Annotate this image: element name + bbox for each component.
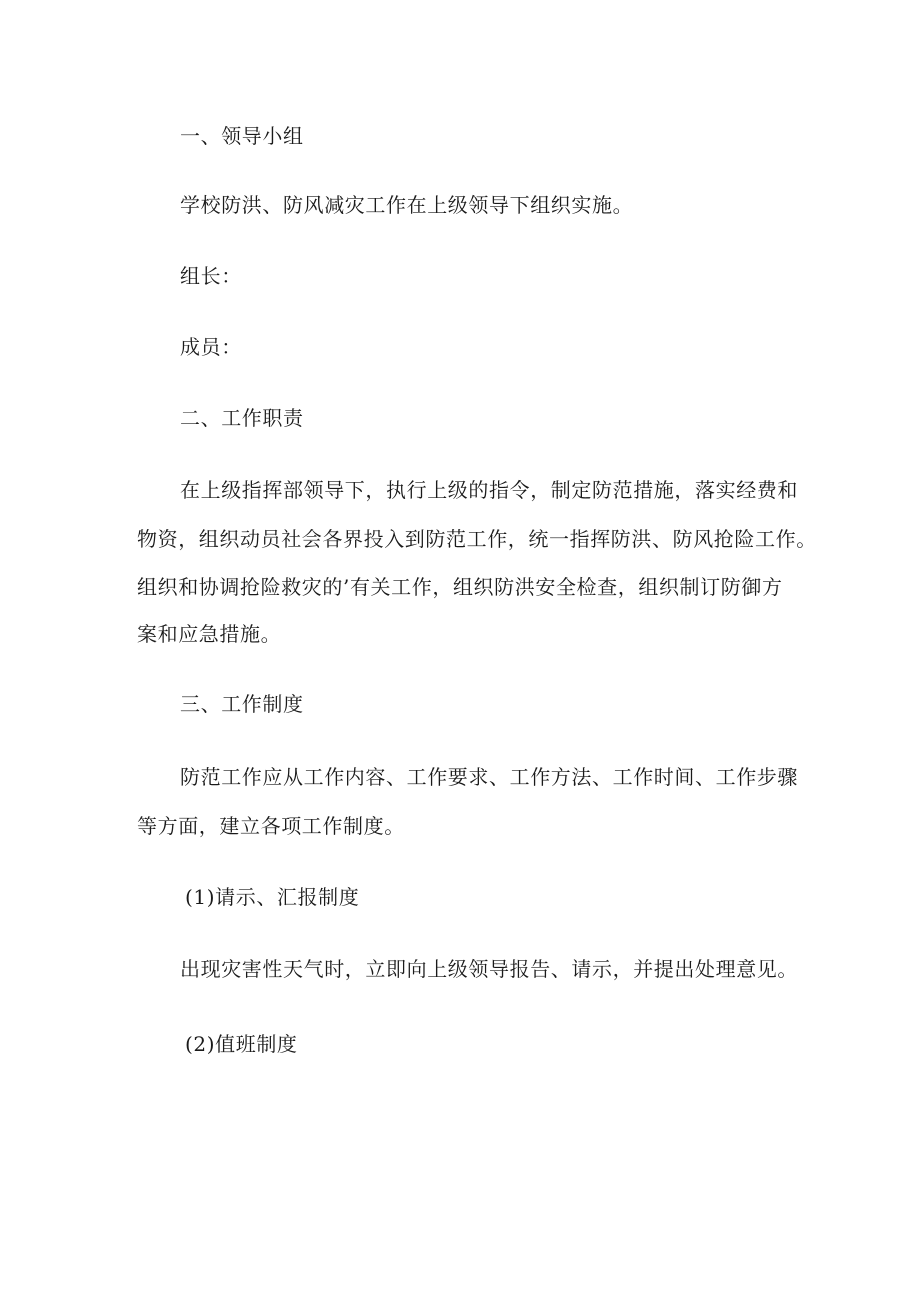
section-1-description: 学校防洪、防风减灾工作在上级领导下组织实施。	[180, 193, 634, 217]
section-3-intro-line-2: 等方面，建立各项工作制度。	[137, 814, 405, 838]
item-2-heading: (2)值班制度	[185, 1032, 298, 1056]
section-2-paragraph-line-1: 在上级指挥部领导下，执行上级的指令，制定防范措施，落实经费和	[180, 478, 798, 502]
leader-label: 组长：	[180, 264, 242, 288]
item-1-text: 出现灾害性天气时，立即向上级领导报告、请示，并提出处理意见。	[180, 957, 798, 981]
section-2-heading: 二、工作职责	[180, 406, 304, 430]
section-2-paragraph-line-3: 组织和协调抢险救灾的’有关工作，组织防洪安全检查，组织制订防御方	[137, 575, 783, 599]
section-2-paragraph-line-2: 物资，组织动员社会各界投入到防范工作，统一指挥防洪、防风抢险工作。	[137, 527, 817, 551]
section-1-heading: 一、领导小组	[180, 124, 304, 148]
section-3-heading: 三、工作制度	[180, 692, 304, 716]
members-label: 成员：	[180, 335, 242, 359]
item-1-heading: (1)请示、汇报制度	[185, 885, 360, 909]
section-2-paragraph-line-4: 案和应急措施。	[137, 622, 282, 646]
section-3-intro-line-1: 防范工作应从工作内容、工作要求、工作方法、工作时间、工作步骤	[180, 765, 798, 789]
